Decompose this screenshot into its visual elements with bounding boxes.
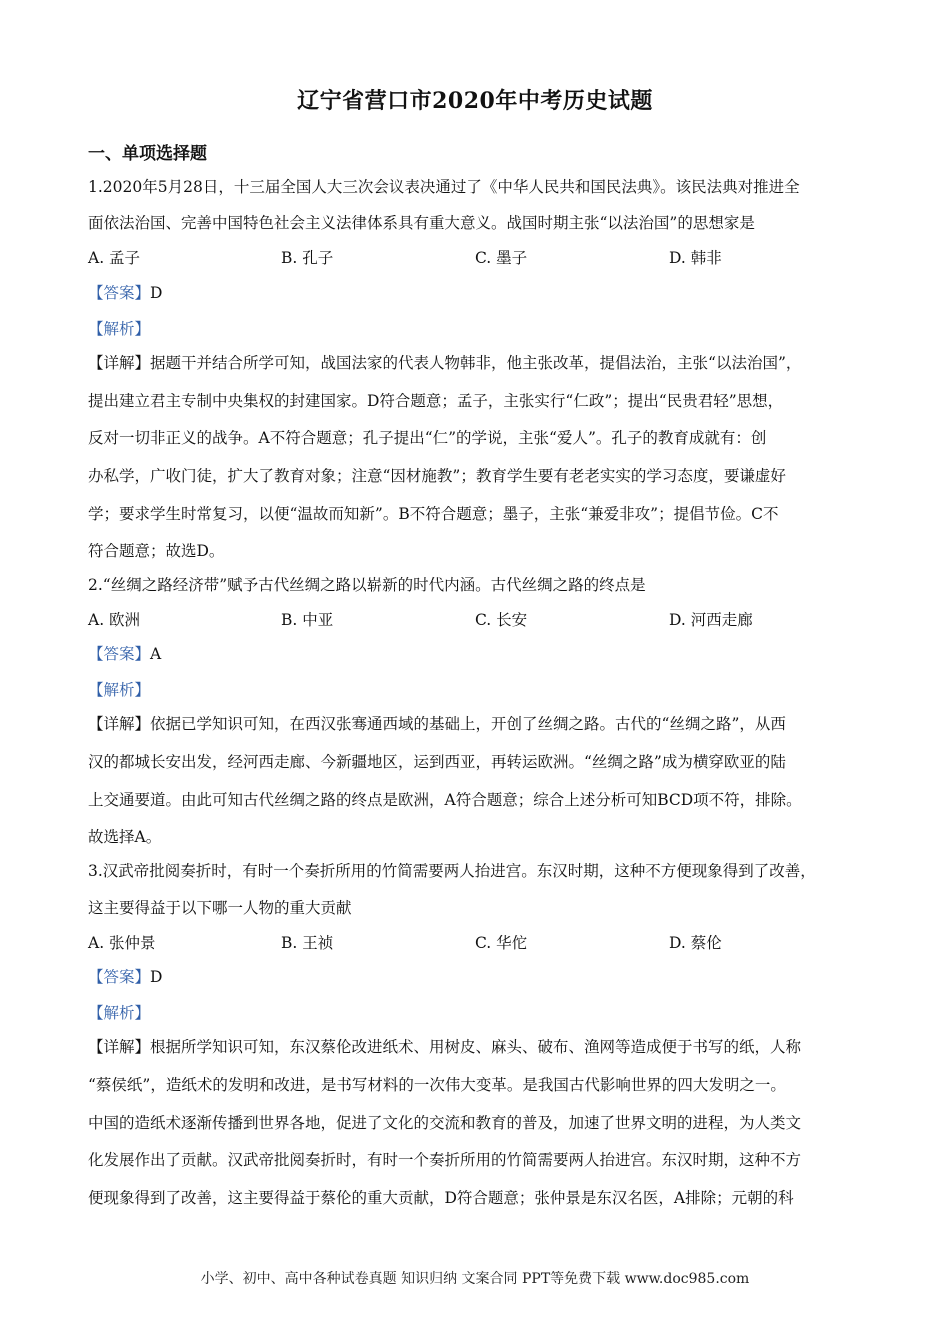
q1-detail-line-4: 办私学，广收门徒，扩大了教育对象；注意“因材施教”；教育学生要有老老实实的学习态度，要谦虚好 [88,467,786,485]
q3-detail-line-1 [88,1036,878,1058]
q3-option-b: B. 王祯 [281,934,334,952]
answer-label: 【答案】 [88,968,151,986]
q1-detail-line-2: 提出建立君主专制中央集权的封建国家。D符合题意；孟子，主张实行“仁政”；提出“民贵君轻”思想， [88,392,784,410]
q2-detail-line-4: 故选择A。 [88,828,162,846]
q3-analysis-label: 【解析】 [88,1004,151,1022]
q1-option-c: C. 墨子 [475,249,528,267]
q2-detail-line-2: 汉的都城长安出发，经河西走廊、今新疆地区，运到西亚，再转运欧洲。“丝绸之路”成为横穿欧亚的陆 [88,753,786,771]
page-footer: 小学、初中、高中各种试卷真题 知识归纳 文案合同 PPT等免费下载 www.doc985.com [200,1271,750,1287]
q1-stem-line-2: 面依法治国、完善中国特色社会主义法律体系具有重大意义。战国时期主张“以法治国”的思想家是 [88,214,755,232]
q1-detail-line-5: 学；要求学生时常复习，以便“温故而知新”。B不符合题意；墨子，主张“兼爱非攻”；提倡节俭。C不 [88,505,779,523]
q2-detail-line-3: 上交通要道。由此可知古代丝绸之路的终点是欧洲，A符合题意；综合上述分析可知BCD项不符，排除。 [88,791,802,809]
q1-option-a: A. 孟子 [88,249,141,267]
q3-option-c: C. 华佗 [475,934,528,952]
q1-answer [88,282,878,304]
q2-option-d: D. 河西走廊 [669,611,753,629]
q2-stem-line-1: 2.“丝绸之路经济带”赋予古代丝绸之路以崭新的时代内涵。古代丝绸之路的终点是 [88,576,646,594]
q1-detail-line-6: 符合题意；故选D。 [88,542,225,560]
answer-label: 【答案】 [88,645,151,663]
q3-option-d: D. 蔡伦 [669,934,722,952]
q3-answer [88,966,878,988]
q1-detail-line-3: 反对一切非正义的战争。A不符合题意；孔子提出“仁”的学说，主张“爱人”。孔子的教育成就有：创 [88,429,767,447]
q2-option-b: B. 中亚 [281,611,334,629]
q3-detail-line-4: 化发展作出了贡献。汉武帝批阅奏折时，有时一个奏折所用的竹简需要两人抬进宫。东汉时期，这种不方 [88,1151,802,1169]
q1-option-d: D. 韩非 [669,249,722,267]
q2-answer [88,643,878,665]
q3-stem-line-1: 3.汉武帝批阅奏折时，有时一个奏折所用的竹简需要两人抬进宫。东汉时期，这种不方便现象得到了改善， [88,862,816,880]
q3-detail-line-2: “蔡侯纸”，造纸术的发明和改进，是书写材料的一次伟大变革。是我国古代影响世界的四大发明之一。 [88,1076,786,1094]
q1-detail-line-1 [88,352,878,374]
detail-label: 【详解】 [88,715,151,733]
q3-detail-line-3: 中国的造纸术逐渐传播到世界各地，促进了文化的交流和教育的普及，加速了世界文明的进程，为人类文 [88,1114,802,1132]
detail-text: 据题干并结合所学可知，战国法家的代表人物韩非，他主张改革，提倡法治，主张“以法治国”， [150,354,802,372]
detail-label: 【详解】 [88,354,151,372]
answer-value: A [150,645,162,663]
q1-option-b: B. 孔子 [281,249,334,267]
q1-stem-line-1: 1.2020年5月28日，十三届全国人大三次会议表决通过了《中华人民共和国民法典》。该民法典对推进全 [88,178,800,196]
q3-option-a: A. 张仲景 [88,934,156,952]
q3-stem-line-2: 这主要得益于以下哪一人物的重大贡献 [88,899,352,917]
answer-value: D [150,968,163,986]
q1-analysis-label: 【解析】 [88,320,151,338]
detail-label: 【详解】 [88,1038,151,1056]
q2-analysis-label: 【解析】 [88,681,151,699]
page-title: 辽宁省营口市2020年中考历史试题 [297,88,653,114]
detail-text: 依据已学知识可知，在西汉张骞通西域的基础上，开创了丝绸之路。古代的“丝绸之路”，从西 [150,715,786,733]
answer-value: D [150,284,163,302]
detail-text: 根据所学知识可知，东汉蔡伦改进纸术、用树皮、麻头、破布、渔网等造成便于书写的纸，人称 [150,1038,802,1056]
answer-label: 【答案】 [88,284,151,302]
q2-option-c: C. 长安 [475,611,528,629]
q3-detail-line-5: 便现象得到了改善，这主要得益于蔡伦的重大贡献，D符合题意；张仲景是东汉名医，A排除；元朝的科 [88,1189,794,1207]
section-heading: 一、单项选择题 [88,144,207,164]
q2-option-a: A. 欧洲 [88,611,141,629]
q2-detail-line-1 [88,713,878,735]
